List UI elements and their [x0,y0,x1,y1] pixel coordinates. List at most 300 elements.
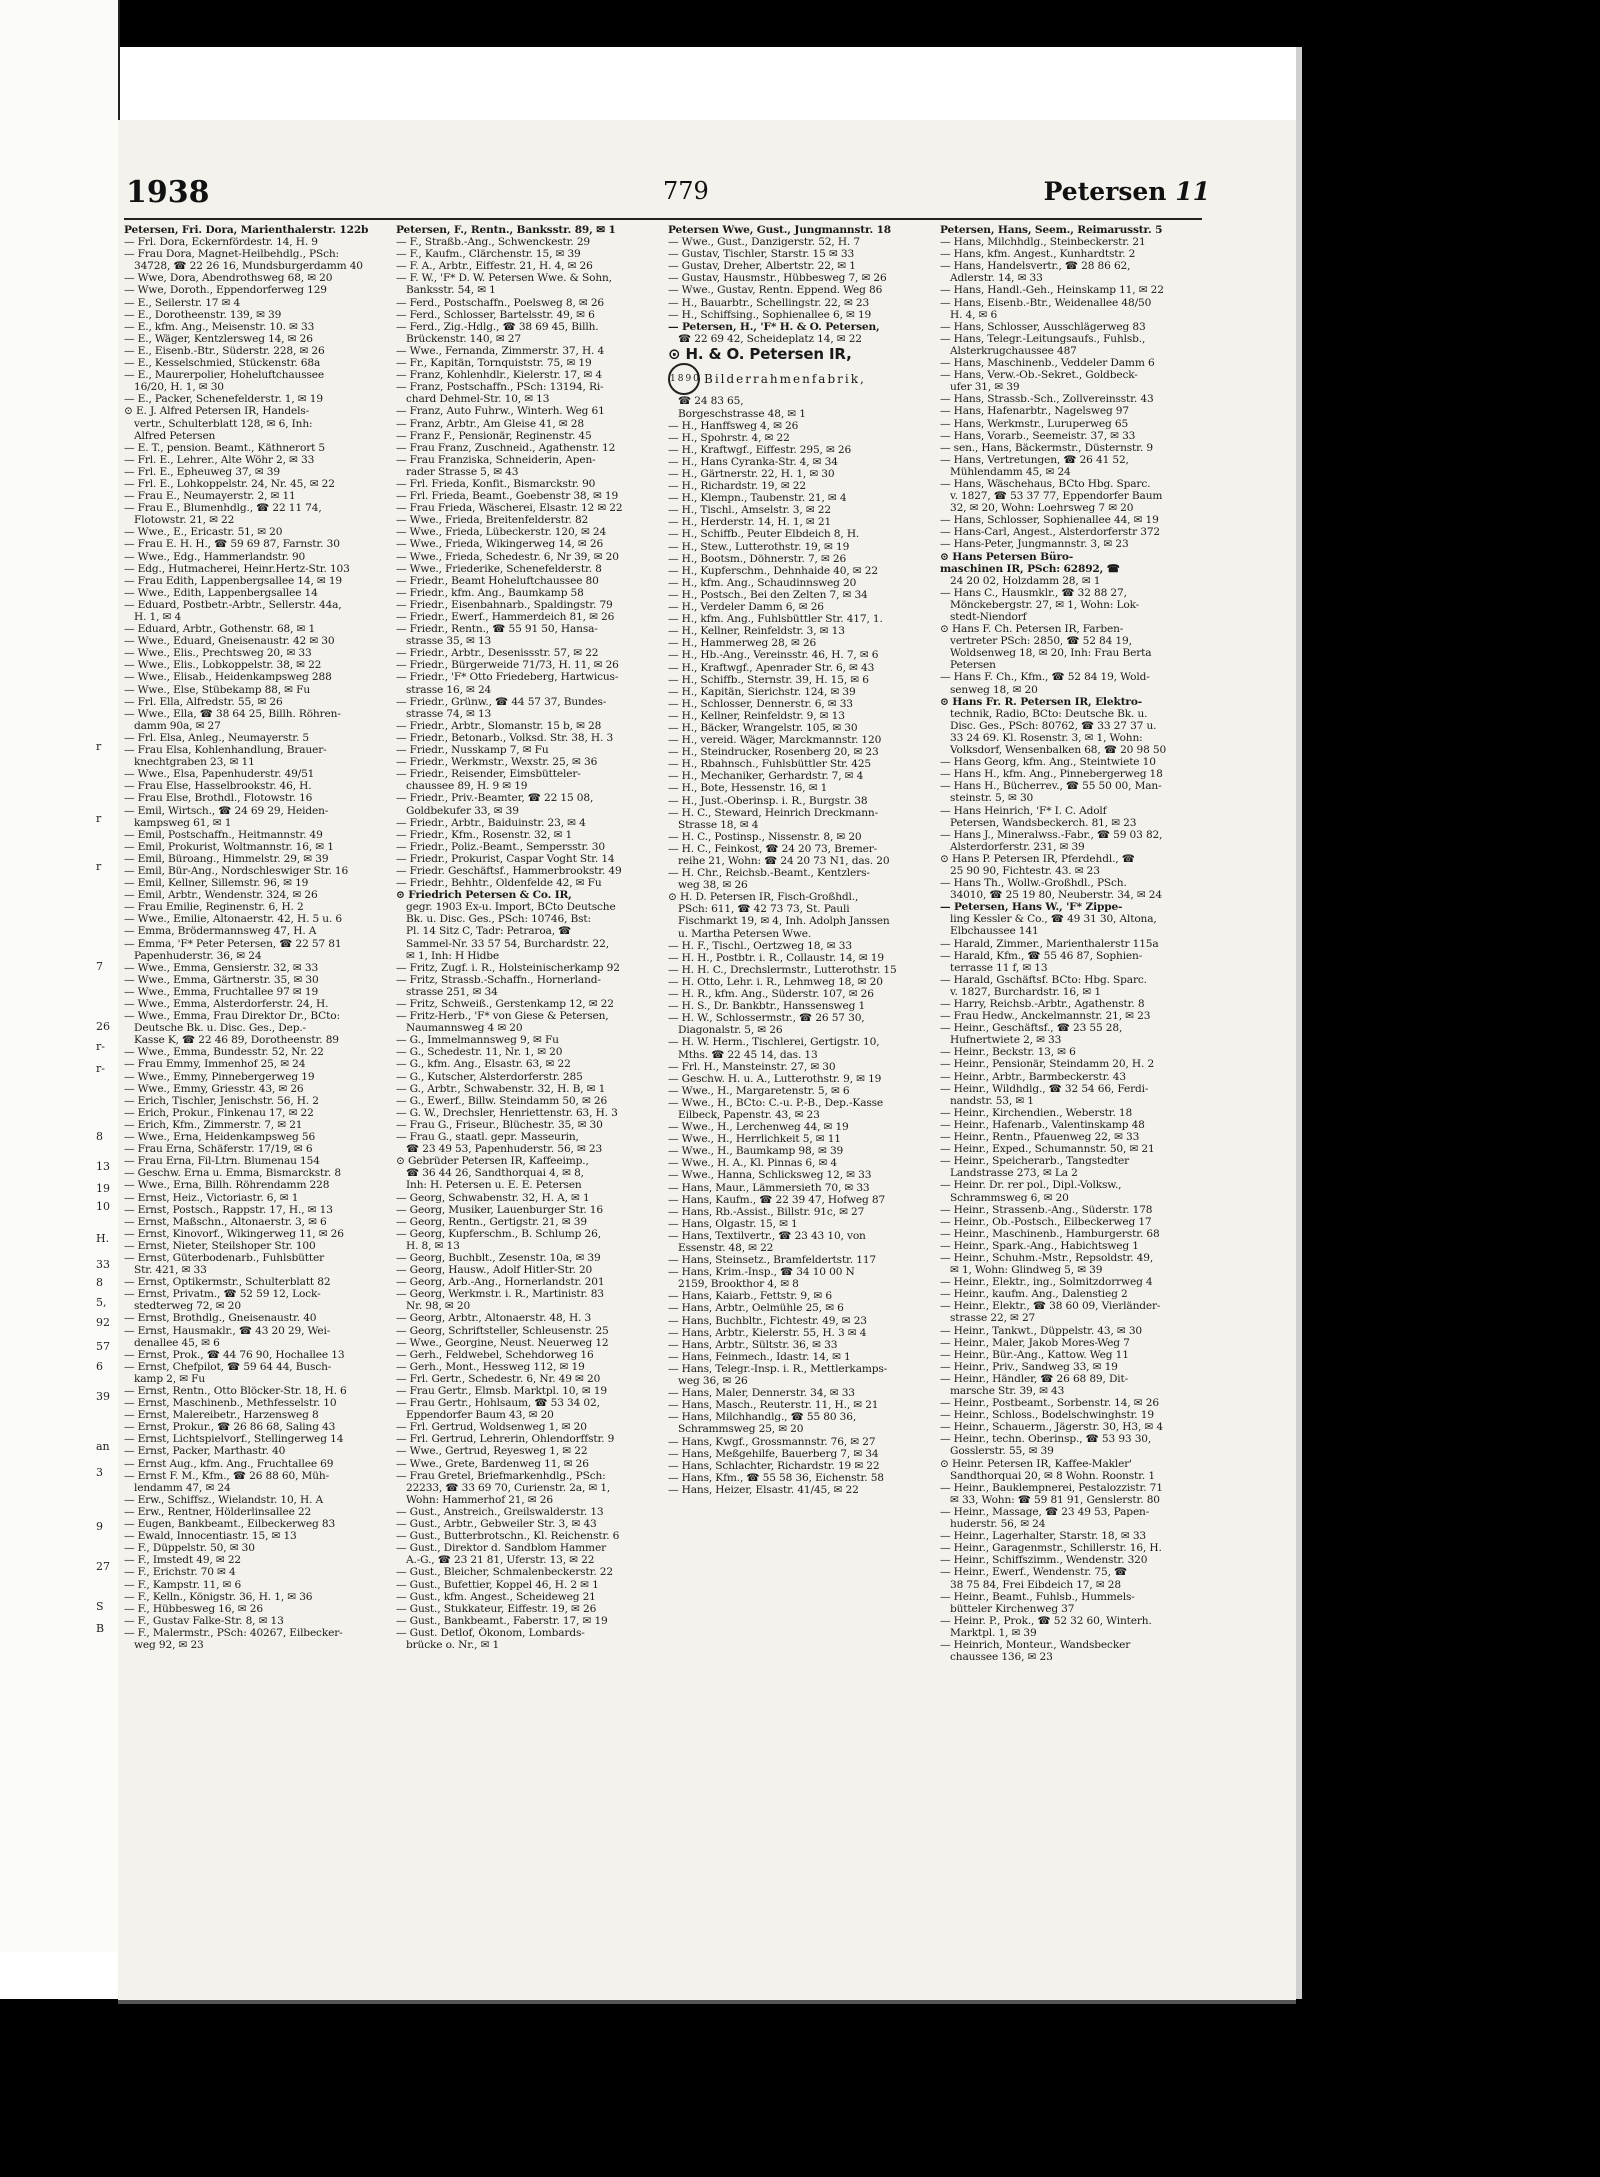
directory-entry: — Heinr., Schuhm.-Mstr., Repsoldstr. 49, [940,1251,1154,1264]
directory-entry: v. 1827, Burchardstr. 16, ✉ 1 [950,985,1101,998]
directory-entry: — Wwe., Emma, Gärtnerstr. 35, ✉ 30 [124,973,319,986]
directory-entry: — Ewald, Innocentiastr. 15, ✉ 13 [124,1530,297,1543]
directory-entry: — Heinr., Bür.-Ang., Kattow. Weg 11 [940,1348,1129,1361]
directory-entry: — F., Kaufm., Clärchenstr. 15, ✉ 39 [396,248,581,261]
directory-entry: — Wwe., Gustav, Rentn. Eppend. Weg 86 [668,284,883,297]
directory-entry: — Ernst, Prok., ☎ 44 76 90, Hochallee 13 [124,1348,345,1361]
directory-entry: 34728, ☎ 22 26 16, Mundsburgerdamm 40 [134,260,363,273]
directory-entry: — Frau Erna, Schäferstr. 17/19, ✉ 6 [124,1143,313,1156]
directory-entry: chaussee 136, ✉ 23 [950,1651,1053,1664]
directory-entry: weg 38, ✉ 26 [678,879,748,892]
directory-entry: — Frl. Gertrud, Lehrerin, Ohlendorffstr. 9 [396,1433,615,1446]
directory-entry: — Gust., Anstreich., Greilswalderstr. 13 [396,1505,604,1518]
directory-entry: Diagonalstr. 5, ✉ 26 [678,1024,783,1037]
directory-entry: — H., Hb.-Ang., Vereinsstr. 46, H. 7, ✉ 6 [668,649,879,662]
directory-entry: — Hans, Krim.-Insp., ☎ 34 10 00 N [668,1266,855,1279]
directory-entry: — H., Kellner, Reinfeldstr. 9, ✉ 13 [668,709,845,722]
directory-entry: — H., Just.-Oberinsp. i. R., Burgstr. 38 [668,794,868,807]
directory-entry: Schrammsweg 6, ✉ 20 [950,1191,1069,1204]
running-head-name: Petersen [1043,177,1167,206]
edge-fragment: r [96,740,102,753]
directory-entry: — Heinrich, Monteur., Wandsbecker [940,1638,1131,1651]
emblem-icon: 1890 [668,363,700,395]
directory-entry: — Hans, Maler, Dennerstr. 34, ✉ 33 [668,1387,855,1400]
directory-entry: technik, Radio, BCto: Deutsche Bk. u. [950,707,1148,720]
directory-entry: — Heinr., Tankwt., Düppelstr. 43, ✉ 30 [940,1324,1143,1337]
directory-entry: — H., Klempn., Taubenstr. 21, ✉ 4 [668,492,847,505]
directory-entry: PSch: 611, ☎ 42 73 73, St. Pauli [678,903,850,916]
directory-entry: Mühlendamm 45, ✉ 24 [950,465,1071,478]
directory-entry: u. Martha Petersen Wwe. [678,927,812,940]
directory-entry: — Erich, Tischler, Jenischstr. 56, H. 2 [124,1094,319,1107]
directory-entry: — Eduard, Postbetr.-Arbtr., Sellerstr. 44a, [124,598,342,611]
directory-entry: strasse 74, ✉ 13 [406,707,492,720]
directory-entry: Strasse 18, ✉ 4 [678,818,759,831]
directory-entry: — Edg., Hutmacherei, Heinr.Hertz-Str. 103 [124,562,350,575]
column-4 [940,224,1202,1884]
directory-entry: — Georg, Arbtr., Altonaerstr. 48, H. 3 [396,1312,592,1325]
directory-entry: — Gust., Bankbeamt., Faberstr. 17, ✉ 19 [396,1614,608,1627]
directory-entry: — Wwe., Georgine, Neust. Neuerweg 12 [396,1336,609,1349]
directory-entry: ⊙ Hans F. Ch. Petersen IR, Farben- [940,623,1124,636]
directory-entry: — Georg, Musiker, Lauenburger Str. 16 [396,1203,603,1216]
column-1 [124,224,386,1884]
directory-entry: — Emil, Postschaffn., Heitmannstr. 49 [124,828,323,841]
directory-entry: — Friedr., kfm. Ang., Baumkamp 58 [396,586,584,599]
directory-entry: — Hans, Verw.-Ob.-Sekret., Goldbeck- [940,369,1138,382]
directory-entry: strasse 35, ✉ 13 [406,635,492,648]
directory-entry: maschinen IR, PSch: 62892, ☎ [940,562,1120,575]
directory-entry: — Hans, Kwgf., Grossmannstr. 76, ✉ 27 [668,1435,876,1448]
directory-entry: — Heinr., Händler, ☎ 26 68 89, Dit- [940,1372,1129,1385]
directory-entry: — H., Postsch., Bei den Zelten 7, ✉ 34 [668,588,868,601]
directory-entry: — Fr., Kapitän, Tornquiststr. 75, ✉ 19 [396,357,592,370]
directory-entry: — Friedr., Kfm., Rosenstr. 32, ✉ 1 [396,828,573,841]
directory-entry: — H., Richardstr. 19, ✉ 22 [668,480,806,493]
directory-entry: 22233, ☎ 33 69 70, Curienstr. 2a, ✉ 1, [406,1481,611,1494]
running-head-number: 11 [1175,177,1210,206]
directory-entry: — Wwe., H., Margaretenstr. 5, ✉ 6 [668,1084,850,1097]
directory-entry: Eppendorfer Baum 43, ✉ 20 [406,1409,554,1422]
directory-entry: marsche Str. 39, ✉ 43 [950,1385,1065,1397]
directory-entry: A.-G., ☎ 23 21 81, Uferstr. 13, ✉ 22 [406,1554,595,1567]
directory-entry: — Hans, Schlosser, Sophienallee 44, ✉ 19 [940,514,1159,527]
directory-entry: — H., Steindrucker, Rosenberg 20, ✉ 23 [668,746,879,759]
directory-entry: Alsterkrugchaussee 487 [950,344,1077,357]
directory-entry: — H., Mechaniker, Gerhardstr. 7, ✉ 4 [668,770,864,783]
directory-entry: — Franz, Arbtr., Am Gleise 41, ✉ 28 [396,417,584,430]
directory-entry: chaussee 89, H. 9 ✉ 19 [406,780,528,793]
directory-entry: — H. R., kfm. Ang., Süderstr. 107, ✉ 26 [668,988,874,1001]
directory-entry: — G., Arbtr., Schwabenstr. 32, H. B, ✉ 1 [396,1082,606,1095]
edge-fragment: 6 [96,1360,103,1373]
directory-entry: — Frau E. H. H., ☎ 59 69 87, Farnstr. 30 [124,538,340,551]
directory-entry: — H. C., Feinkost, ☎ 24 20 73, Bremer- [668,842,878,855]
directory-entry: — Frau Dora, Magnet-Heilbehdlg., PSch: [124,248,339,261]
directory-entry: Eilbeck, Papenstr. 43, ✉ 23 [678,1108,820,1121]
directory-entry: — Petersen, H., 'F* H. & O. Petersen, [668,320,880,333]
directory-entry: — H., Schlosser, Dennerstr. 6, ✉ 33 [668,697,853,710]
directory-entry: — Ernst, Nieter, Steilshoper Str. 100 [124,1239,316,1252]
directory-entry: — Frau Franz, Zuschneid., Agathenstr. 12 [396,441,616,454]
directory-entry: — F., Hübbesweg 16, ✉ 26 [124,1602,263,1615]
directory-entry: — H., Schiffb., Peuter Elbdeich 8, H. [668,528,860,541]
directory-entry: — Friedr., Bürgerweide 71/73, H. 11, ✉ 26 [396,659,619,672]
directory-entry: Flotowstr. 21, ✉ 22 [134,514,235,527]
directory-entry: — Georg, Buchblt., Zesenstr. 10a, ✉ 39 [396,1251,601,1264]
directory-entry: — H., Bootsm., Döhnerstr. 7, ✉ 26 [668,552,847,565]
directory-entry: — Wwe., Hanna, Schlicksweg 12, ✉ 33 [668,1169,872,1182]
directory-entry: — Ernst, Maschinenb., Methfesselstr. 10 [124,1397,337,1410]
directory-entry: ⊙ Hans P. Petersen IR, Pferdehdl., ☎ [940,852,1135,865]
directory-entry: — Georg, Schwabenstr. 32, H. A, ✉ 1 [396,1191,590,1204]
directory-entry: — Heinr., techn. Oberinsp., ☎ 53 93 30, [940,1433,1152,1446]
directory-entry: — H., Tischl., Amselstr. 3, ✉ 22 [668,504,831,517]
directory-entry: — Fritz, Strassb.-Schaffn., Hornerland- [396,973,601,986]
directory-entry: — Heinr., Exped., Schumannstr. 50, ✉ 21 [940,1143,1155,1156]
directory-entry: — H. H. C., Drechslermstr., Lutterothstr. 15 [668,963,897,976]
directory-entry: — Hans Th., Wollw.-Großhdl., PSch. [940,877,1127,890]
directory-entry: — Wwe., Erna, Billh. Röhrendamm 228 [124,1179,330,1192]
directory-entry: Woldsenweg 18, ✉ 20, Inh: Frau Berta [950,647,1152,660]
directory-entry: — Ernst, Postsch., Rappstr. 17, H., ✉ 13 [124,1203,333,1216]
directory-entry: — Gust. Detlof, Ökonom, Lombards- [396,1626,585,1639]
directory-entry: chard Dehmel-Str. 10, ✉ 13 [406,393,550,406]
directory-entry: Elbchaussee 141 [950,925,1039,938]
directory-entry: — Frau E., Blumenhdlg., ☎ 22 11 74, [124,502,322,515]
directory-entry: stedterweg 72, ✉ 20 [134,1300,241,1313]
directory-entry: stedt-Niendorf [950,611,1027,623]
directory-entry: denallee 45, ✉ 6 [134,1336,220,1349]
directory-entry: — Wwe., Emmy, Griesstr. 43, ✉ 26 [124,1082,304,1095]
page-header [118,120,1296,212]
directory-entry: — Frl. E., Lehrer., Alte Wöhr 2, ✉ 33 [124,453,315,466]
directory-entry: — Hans, Eisenb.-Btr., Weidenallee 48/50 [940,296,1152,309]
directory-entry: — G. W., Drechsler, Henriettenstr. 63, H. 3 [396,1106,618,1119]
directory-entry: — Harry, Reichsb.-Arbtr., Agathenstr. 8 [940,998,1145,1010]
directory-entry: — Wwe., H., Herrlichkeit 5, ✉ 11 [668,1133,841,1146]
directory-entry: 38 75 84, Frei Eibdeich 17, ✉ 28 [950,1578,1121,1591]
directory-entry: — Ernst F. M., Kfm., ☎ 26 88 60, Müh- [124,1469,330,1482]
directory-entry: — Frau Emmy, Immenhof 25, ✉ 24 [124,1058,306,1071]
edge-fragment: 33 [96,1258,110,1271]
directory-entry: — Heinr., Maler, Jakob Mores-Weg 7 [940,1336,1130,1349]
directory-entry: — Frl. E., Epheuweg 37, ✉ 39 [124,465,280,478]
edge-fragment: 9 [96,1520,103,1533]
directory-entry: — Heinr., Massage, ☎ 23 49 53, Papen- [940,1505,1150,1518]
directory-entry: — Friedr., Grünw., ☎ 44 57 37, Bundes- [396,695,607,708]
directory-entry: — Frau Gertr., Hohlsaum, ☎ 53 34 02, [396,1397,600,1410]
directory-entry: — Gust., Direktor d. Sandblom Hammer [396,1542,606,1555]
directory-entry: — H., Kraftwgf., Eiffestr. 295, ✉ 26 [668,443,852,456]
directory-entry: — H., Hans Cyranka-Str. 4, ✉ 34 [668,455,838,468]
directory-entry: — Hans H., Bücherrev., ☎ 55 50 00, Man- [940,780,1162,793]
directory-entry: — H., Herderstr. 14, H. 1, ✉ 21 [668,516,832,529]
directory-entry: Deutsche Bk. u. Disc. Ges., Dep.- [134,1022,306,1035]
directory-entry: kamp 2, ✉ Fu [134,1372,206,1385]
directory-entry: — sen., Hans, Bäckermstr., Düsternstr. 9 [940,441,1153,454]
directory-entry: Kasse K, ☎ 22 46 89, Dorotheenstr. 89 [134,1034,339,1047]
directory-entry: — Wwe., Elisab., Heidenkampsweg 288 [124,671,332,684]
edge-fragment: 8 [96,1276,103,1289]
directory-entry: — Harald, Gschäftsf. BCto: Hbg. Sparc. [940,973,1147,986]
directory-entry: ✉ 1, Wohn: Glindweg 5, ✉ 39 [950,1264,1103,1277]
directory-entry: — Wwe., Frieda, Lübeckerstr. 120, ✉ 24 [396,526,607,539]
directory-entry: — Hans, Arbtr., Oelmühle 25, ✉ 6 [668,1302,844,1315]
directory-entry: — Heinr., Beckstr. 13, ✉ 6 [940,1046,1076,1059]
directory-entry: — Hans, Vertretungen, ☎ 26 41 52, [940,453,1129,466]
directory-entry: — Ernst, Heiz., Victoriastr. 6, ✉ 1 [124,1191,299,1204]
directory-entry: Papenhuderstr. 36, ✉ 24 [134,949,262,962]
directory-entry: — H., Stew., Lutterothstr. 19, ✉ 19 [668,540,850,553]
directory-entry: — Friedr., 'F* Otto Friedeberg, Hartwicus- [396,671,619,684]
directory-entry: — Heinr., Spark.-Ang., Habichtsweg 1 [940,1239,1139,1252]
directory-entry: — Heinr., Schloss., Bodelschwinghstr. 19 [940,1409,1154,1422]
directory-entry: — G., kfm. Ang., Elsastr. 63, ✉ 22 [396,1058,571,1071]
directory-entry: — Ernst, Malereibetr., Harzensweg 8 [124,1409,319,1422]
running-head [1044,177,1210,206]
directory-entry: — H., kfm. Ang., Fuhlsbüttler Str. 417, 1. [668,613,883,626]
directory-entry: — Friedr., Betonarb., Volksd. Str. 38, H. 3 [396,731,614,744]
directory-entry: Pl. 14 Sitz C, Tadr: Petraroa, ☎ [406,925,572,938]
directory-entry: brücke o. Nr., ✉ 1 [406,1638,500,1651]
directory-entry: — Hans, Wäschehaus, BCto Hbg. Sparc. [940,477,1151,490]
directory-entry: — H., Bote, Hessenstr. 16, ✉ 1 [668,782,828,795]
directory-entry: — Heinr., Maschinenb., Hamburgerstr. 68 [940,1227,1160,1240]
edge-fragment: H. [96,1232,110,1245]
directory-entry: — Heinr., Schauerm., Jägerstr. 30, H3, ✉ 4 [940,1421,1163,1434]
edge-fragment: r- [96,1062,105,1075]
directory-entry: — Wwe., Frieda, Breitenfelderstr. 82 [396,514,589,527]
directory-entry: — Heinr., Beamt., Fuhlsb., Hummels- [940,1590,1135,1603]
directory-entry: — Frl. E., Lohkoppelstr. 24, Nr. 45, ✉ 22 [124,477,335,490]
directory-entry: — Hans, Milchhdlg., Steinbeckerstr. 21 [940,236,1146,249]
directory-entry: — Hans Georg, kfm. Ang., Steintwiete 10 [940,756,1156,769]
directory-entry: — Hans, Kaiarb., Fettstr. 9, ✉ 6 [668,1290,832,1303]
directory-entry: — Hans H., kfm. Ang., Pinnebergerweg 18 [940,768,1163,781]
directory-entry: — Emil, Arbtr., Wendenstr. 324, ✉ 26 [124,889,318,902]
directory-entry: — Ernst, Kinovorf., Wikingerweg 11, ✉ 26 [124,1227,344,1240]
directory-entry: Hufnertwiete 2, ✉ 33 [950,1034,1062,1047]
directory-entry: — Hans, Schlachter, Richardstr. 19 ✉ 22 [668,1459,880,1472]
directory-entry: — Georg, Werkmstr. i. R., Martinistr. 83 [396,1288,604,1301]
directory-entry: — Gust., Bufettier, Koppel 46, H. 2 ✉ 1 [396,1578,599,1591]
directory-entry: 2159, Brookthor 4, ✉ 8 [678,1278,799,1291]
directory-entry: — Hans, Heizer, Elsastr. 41/45, ✉ 22 [668,1483,859,1496]
directory-entry: — Wwe., Frieda, Wikingerweg 14, ✉ 26 [396,538,604,551]
directory-entry: — Frau Erna, Fil-Ltrn. Blumenau 154 [124,1155,320,1168]
directory-entry: — Frl. Gertrud, Woldsenweg 1, ✉ 20 [396,1421,587,1434]
directory-entry: — Heinr., Kirchendien., Weberstr. 18 [940,1106,1133,1119]
directory-entry: — Fritz-Herb., 'F* von Giese & Petersen, [396,1010,609,1023]
directory-entry: — Frau Frieda, Wäscherei, Elsastr. 12 ✉ 22 [396,502,623,515]
directory-entry: Goldbekufer 33, ✉ 39 [406,804,519,817]
directory-entry: Adlerstr. 14, ✉ 33 [950,272,1043,285]
directory-entry: — Ernst, Maßschn., Altonaerstr. 3, ✉ 6 [124,1215,327,1228]
directory-entry: — Gustav, Tischler, Starstr. 15 ✉ 33 [668,248,855,261]
directory-entry: — Friedr., Prokurist, Caspar Voght Str. 14 [396,852,615,865]
directory-entry: — G., Ewerf., Billw. Steindamm 50, ✉ 26 [396,1094,608,1107]
directory-entry: strasse 251, ✉ 34 [406,985,498,998]
directory-entry: — Hans, kfm. Angest., Kunhardtstr. 2 [940,248,1136,261]
directory-entry: terrasse 11 f, ✉ 13 [950,961,1048,974]
year-label: 1938 [126,175,210,210]
directory-entry: H. 4, ✉ 6 [950,308,998,321]
directory-entry: — F. W., 'F* D. W. Petersen Wwe. & Sohn, [396,272,612,285]
directory-entry: — H. S., Dr. Bankbtr., Hanssensweg 1 [668,1000,866,1013]
directory-entry: — Wwe., Else, Stübekamp 88, ✉ Fu [124,683,311,696]
directory-entry: ling Kessler & Co., ☎ 49 31 30, Altona, [950,913,1157,926]
directory-entry: — G., Schedestr. 11, Nr. 1, ✉ 20 [396,1046,563,1059]
directory-entry: — Franz, Auto Fuhrw., Winterh. Weg 61 [396,405,605,418]
directory-entry: Alfred Petersen [134,429,216,442]
directory-entry: — Erich, Prokur., Finkenau 17, ✉ 22 [124,1106,314,1119]
directory-entry: — Gust., Stukkateur, Eiffestr. 19, ✉ 26 [396,1602,597,1615]
directory-entry: — Harald, Kfm., ☎ 55 46 87, Sophien- [940,949,1143,962]
directory-entry: — Frl. Gertr., Schedestr. 6, Nr. 49 ✉ 20 [396,1372,601,1385]
directory-entry: — Frau Edith, Lappenbergsallee 14, ✉ 19 [124,574,343,587]
directory-entry: 16/20, H. 1, ✉ 30 [134,381,224,394]
directory-entry: — H. C., Postinsp., Nissenstr. 8, ✉ 20 [668,830,862,843]
directory-entry: — Hans, Handelsvertr., ☎ 28 86 62, [940,260,1131,273]
page-bottom-edge [118,2000,1296,2004]
directory-entry: — H., Hanffsweg 4, ✉ 26 [668,419,799,432]
directory-entry: — H. W., Schlossermstr., ☎ 26 57 30, [668,1012,865,1025]
directory-entry: — Wwe., Emma, Bundesstr. 52, Nr. 22 [124,1046,324,1059]
directory-entry: — Wwe., Elsa, Papenhuderstr. 49/51 [124,768,315,781]
edge-fragment: 27 [96,1560,110,1573]
directory-entry: — H., Kapitän, Sierichstr. 124, ✉ 39 [668,685,856,698]
directory-entry: — Heinr., Ewerf., Wendenstr. 75, ☎ [940,1566,1128,1579]
directory-entry: — H., Bäcker, Wrangelstr. 105, ✉ 30 [668,721,858,734]
directory-entry: — Ernst, Optikermstr., Schulterblatt 82 [124,1276,331,1289]
directory-entry: vertr., Schulterblatt 128, ✉ 6, Inh: [134,417,313,430]
directory-entry: — Wwe., Frieda, Schedestr. 6, Nr 39, ✉ 20 [396,550,619,563]
directory-entry: Sandthorquai 20, ✉ 8 Wohn. Roonstr. 1 [950,1469,1155,1482]
directory-entry: Petersen [950,659,996,672]
directory-entry: — Hans J., Mineralwss.-Fabr., ☎ 59 03 82, [940,828,1163,841]
directory-entry: ⊙ E. J. Alfred Petersen IR, Handels- [124,405,310,418]
directory-entry: — Emil, Bür-Ang., Nordschleswiger Str. 16 [124,864,349,877]
directory-entry: steinstr. 5, ✉ 30 [950,792,1034,805]
directory-entry: — Heinr., Garagenmstr., Schillerstr. 16, H. [940,1542,1162,1555]
directory-entry: weg 92, ✉ 23 [134,1638,204,1651]
directory-entry: — Eugen, Bankbeamt., Eilbeckerweg 83 [124,1518,336,1531]
directory-entry: Disc. Ges., PSch: 80762, ☎ 33 27 37 u. [950,719,1157,732]
directory-entry: — Georg, Kupferschm., B. Schlump 26, [396,1227,601,1240]
directory-entry: H. 8, ✉ 13 [406,1239,460,1252]
directory-entry: ⊙ Hans Petersen Büro- [940,550,1074,563]
directory-entry: — Friedr., Behhtr., Oldenfelde 42, ✉ Fu [396,877,602,890]
directory-entry: — H., Gärtnerstr. 22, H. 1, ✉ 30 [668,468,835,480]
directory-entry: — Wwe., Eduard, Gneisenaustr. 42 ✉ 30 [124,635,335,648]
directory-entry: — Friedr., Rentn., ☎ 55 91 50, Hansa- [396,623,598,636]
directory-entry: — Hans, Buchbltr., Fichtestr. 49, ✉ 23 [668,1314,867,1327]
directory-entry: — H., Verdeler Damm 6, ✉ 26 [668,601,824,614]
header-rule [124,218,1202,220]
directory-entry: — Heinr., Bauklempnerei, Pestalozzistr. 71 [940,1481,1163,1494]
directory-entry: — Ferd., Schlosser, Bartelsstr. 49, ✉ 6 [396,308,595,321]
directory-entry: — Frau Hedw., Anckelmannstr. 21, ✉ 23 [940,1010,1151,1023]
directory-entry: — G., Kutscher, Alsterdorferstr. 285 [396,1070,583,1083]
directory-entry: — Hans, Masch., Reuterstr. 11, H., ✉ 21 [668,1399,879,1412]
directory-entry: — F., Düppelstr. 50, ✉ 30 [124,1542,255,1555]
directory-entry: — Wwe., Grete, Bardenweg 11, ✉ 26 [396,1457,589,1470]
directory-entry: Petersen, Fri. Dora, Marienthalerstr. 122b [124,224,369,236]
directory-entry: — Georg, Hausw., Adolf Hitler-Str. 20 [396,1264,593,1277]
directory-entry: — H. Otto, Lehr. i. R., Lehmweg 18, ✉ 20 [668,975,883,988]
directory-entry: — E., Wäger, Kentzlersweg 14, ✉ 26 [124,332,313,345]
directory-entry: — Fritz, Schweiß., Gerstenkamp 12, ✉ 22 [396,998,614,1010]
directory-entry: — Heinr., Schiffszimm., Wendenstr. 320 [940,1554,1148,1567]
directory-entry: — F., Gustav Falke-Str. 8, ✉ 13 [124,1614,284,1627]
directory-entry: — H. H., Postbtr. i. R., Collaustr. 14, ✉ 19 [668,951,884,964]
page-edge-right [1296,47,1302,1999]
directory-entry: — Ernst, Chefpilot, ☎ 59 64 44, Busch- [124,1360,332,1373]
directory-entry: — Heinr., Elektr., ☎ 38 60 09, Vierländer- [940,1300,1161,1313]
directory-entry: Petersen, F., Rentn., Banksstr. 89, ✉ 1 [396,224,616,236]
directory-entry: — H., Kellner, Reinfeldstr. 3, ✉ 13 [668,625,845,638]
directory-entry: — Wwe., Emma, Gensierstr. 32, ✉ 33 [124,961,319,974]
directory-entry: — Franz F., Pensionär, Reginenstr. 45 [396,429,592,442]
directory-entry: — Hans, Arbtr., Kielerstr. 55, H. 3 ✉ 4 [668,1326,867,1339]
directory-entry: — Heinr. P., Prok., ☎ 52 32 60, Winterh. [940,1614,1152,1627]
directory-entry: ⊙ H. & O. Petersen IR, [668,344,852,363]
directory-entry: — Frau G., staatl. gepr. Masseurin, [396,1131,579,1144]
directory-entry: Str. 421, ✉ 33 [134,1264,207,1277]
directory-entry: ☎ 22 69 42, Scheideplatz 14, ✉ 22 [678,332,862,345]
directory-entry: — Gustav, Hausmstr., Hübbesweg 7, ✉ 26 [668,272,887,285]
directory-entry: Wohn: Hammerhof 21, ✉ 26 [406,1493,553,1506]
directory-entry: — Friedr., Beamt Hoheluftchaussee 80 [396,574,599,587]
directory-entry: — Wwe., Edg., Hammerlandstr. 90 [124,550,306,563]
directory-entry: Gosslerstr. 55, ✉ 39 [950,1445,1054,1458]
directory-entry: — Hans-Peter, Jungmannstr. 3, ✉ 23 [940,538,1129,551]
directory-entry: — E., Seilerstr. 17 ✉ 4 [124,296,241,309]
directory-entry: lendamm 47, ✉ 24 [134,1481,231,1494]
directory-entry: — H. Chr., Reichsb.-Beamt., Kentzlers- [668,867,870,880]
directory-entry: weg 36, ✉ 26 [678,1375,748,1388]
edge-fragment: 3 [96,1466,103,1479]
directory-entry: — Wwe., H. A., Kl. Pinnas 6, ✉ 4 [668,1157,837,1170]
directory-entry: gegr. 1903 Ex-u. Import, BCto Deutsche [406,901,616,914]
directory-entry: — Ferd., Zig.-Hdlg., ☎ 38 69 45, Billh. [396,320,599,333]
directory-entry [668,363,930,396]
directory-entry: — H., Spohrstr. 4, ✉ 22 [668,431,790,444]
edge-fragment: 7 [96,960,103,973]
directory-entry: — E., Maurerpolier, Hoheluftchaussee [124,369,325,382]
directory-entry: Petersen, Hans, Seem., Reimarusstr. 5 [940,224,1163,236]
directory-entry: — E. T., pension. Beamt., Käthnerort 5 [124,441,326,454]
directory-entry: Mönckebergstr. 27, ✉ 1, Wohn: Lok- [950,598,1140,611]
directory-entry: — F., Malermstr., PSch: 40267, Eilbecker- [124,1626,343,1639]
directory-entry: — G., Immelmannsweg 9, ✉ Fu [396,1034,559,1047]
directory-entry: — Ernst, Rentn., Otto Blöcker-Str. 18, H. 6 [124,1385,347,1397]
directory-entry: — Georg, Schriftsteller, Schleusenstr. 25 [396,1324,609,1337]
directory-entry: — Friedr., Poliz.-Beamt., Sempersstr. 30 [396,840,605,853]
directory-entry: — Gustav, Dreher, Albertstr. 22, ✉ 1 [668,260,856,273]
directory-entry: — Wwe., Fernanda, Zimmerstr. 37, H. 4 [396,344,605,357]
directory-entry: — Wwe., Edith, Lappenbergsallee 14 [124,586,318,599]
directory-entry: — Geschw. H. u. A., Lutterothstr. 9, ✉ 19 [668,1072,882,1085]
directory-entry: — Emil, Kellner, Sillemstr. 96, ✉ 19 [124,877,309,890]
directory-entry: 25 90 90, Fichtestr. 43. ✉ 23 [950,864,1100,877]
directory-entry: v. 1827, ☎ 53 37 77, Eppendorfer Baum [950,490,1163,503]
directory-entry: — Ernst, Privatm., ☎ 52 59 12, Lock- [124,1288,321,1301]
directory-entry: — F., Kelln., Königstr. 36, H. 1, ✉ 36 [124,1590,313,1603]
directory-entry: Petersen Wwe, Gust., Jungmannstr. 18 [668,224,892,236]
directory-entry: — Wwe, Doroth., Eppendorferweg 129 [124,284,327,297]
